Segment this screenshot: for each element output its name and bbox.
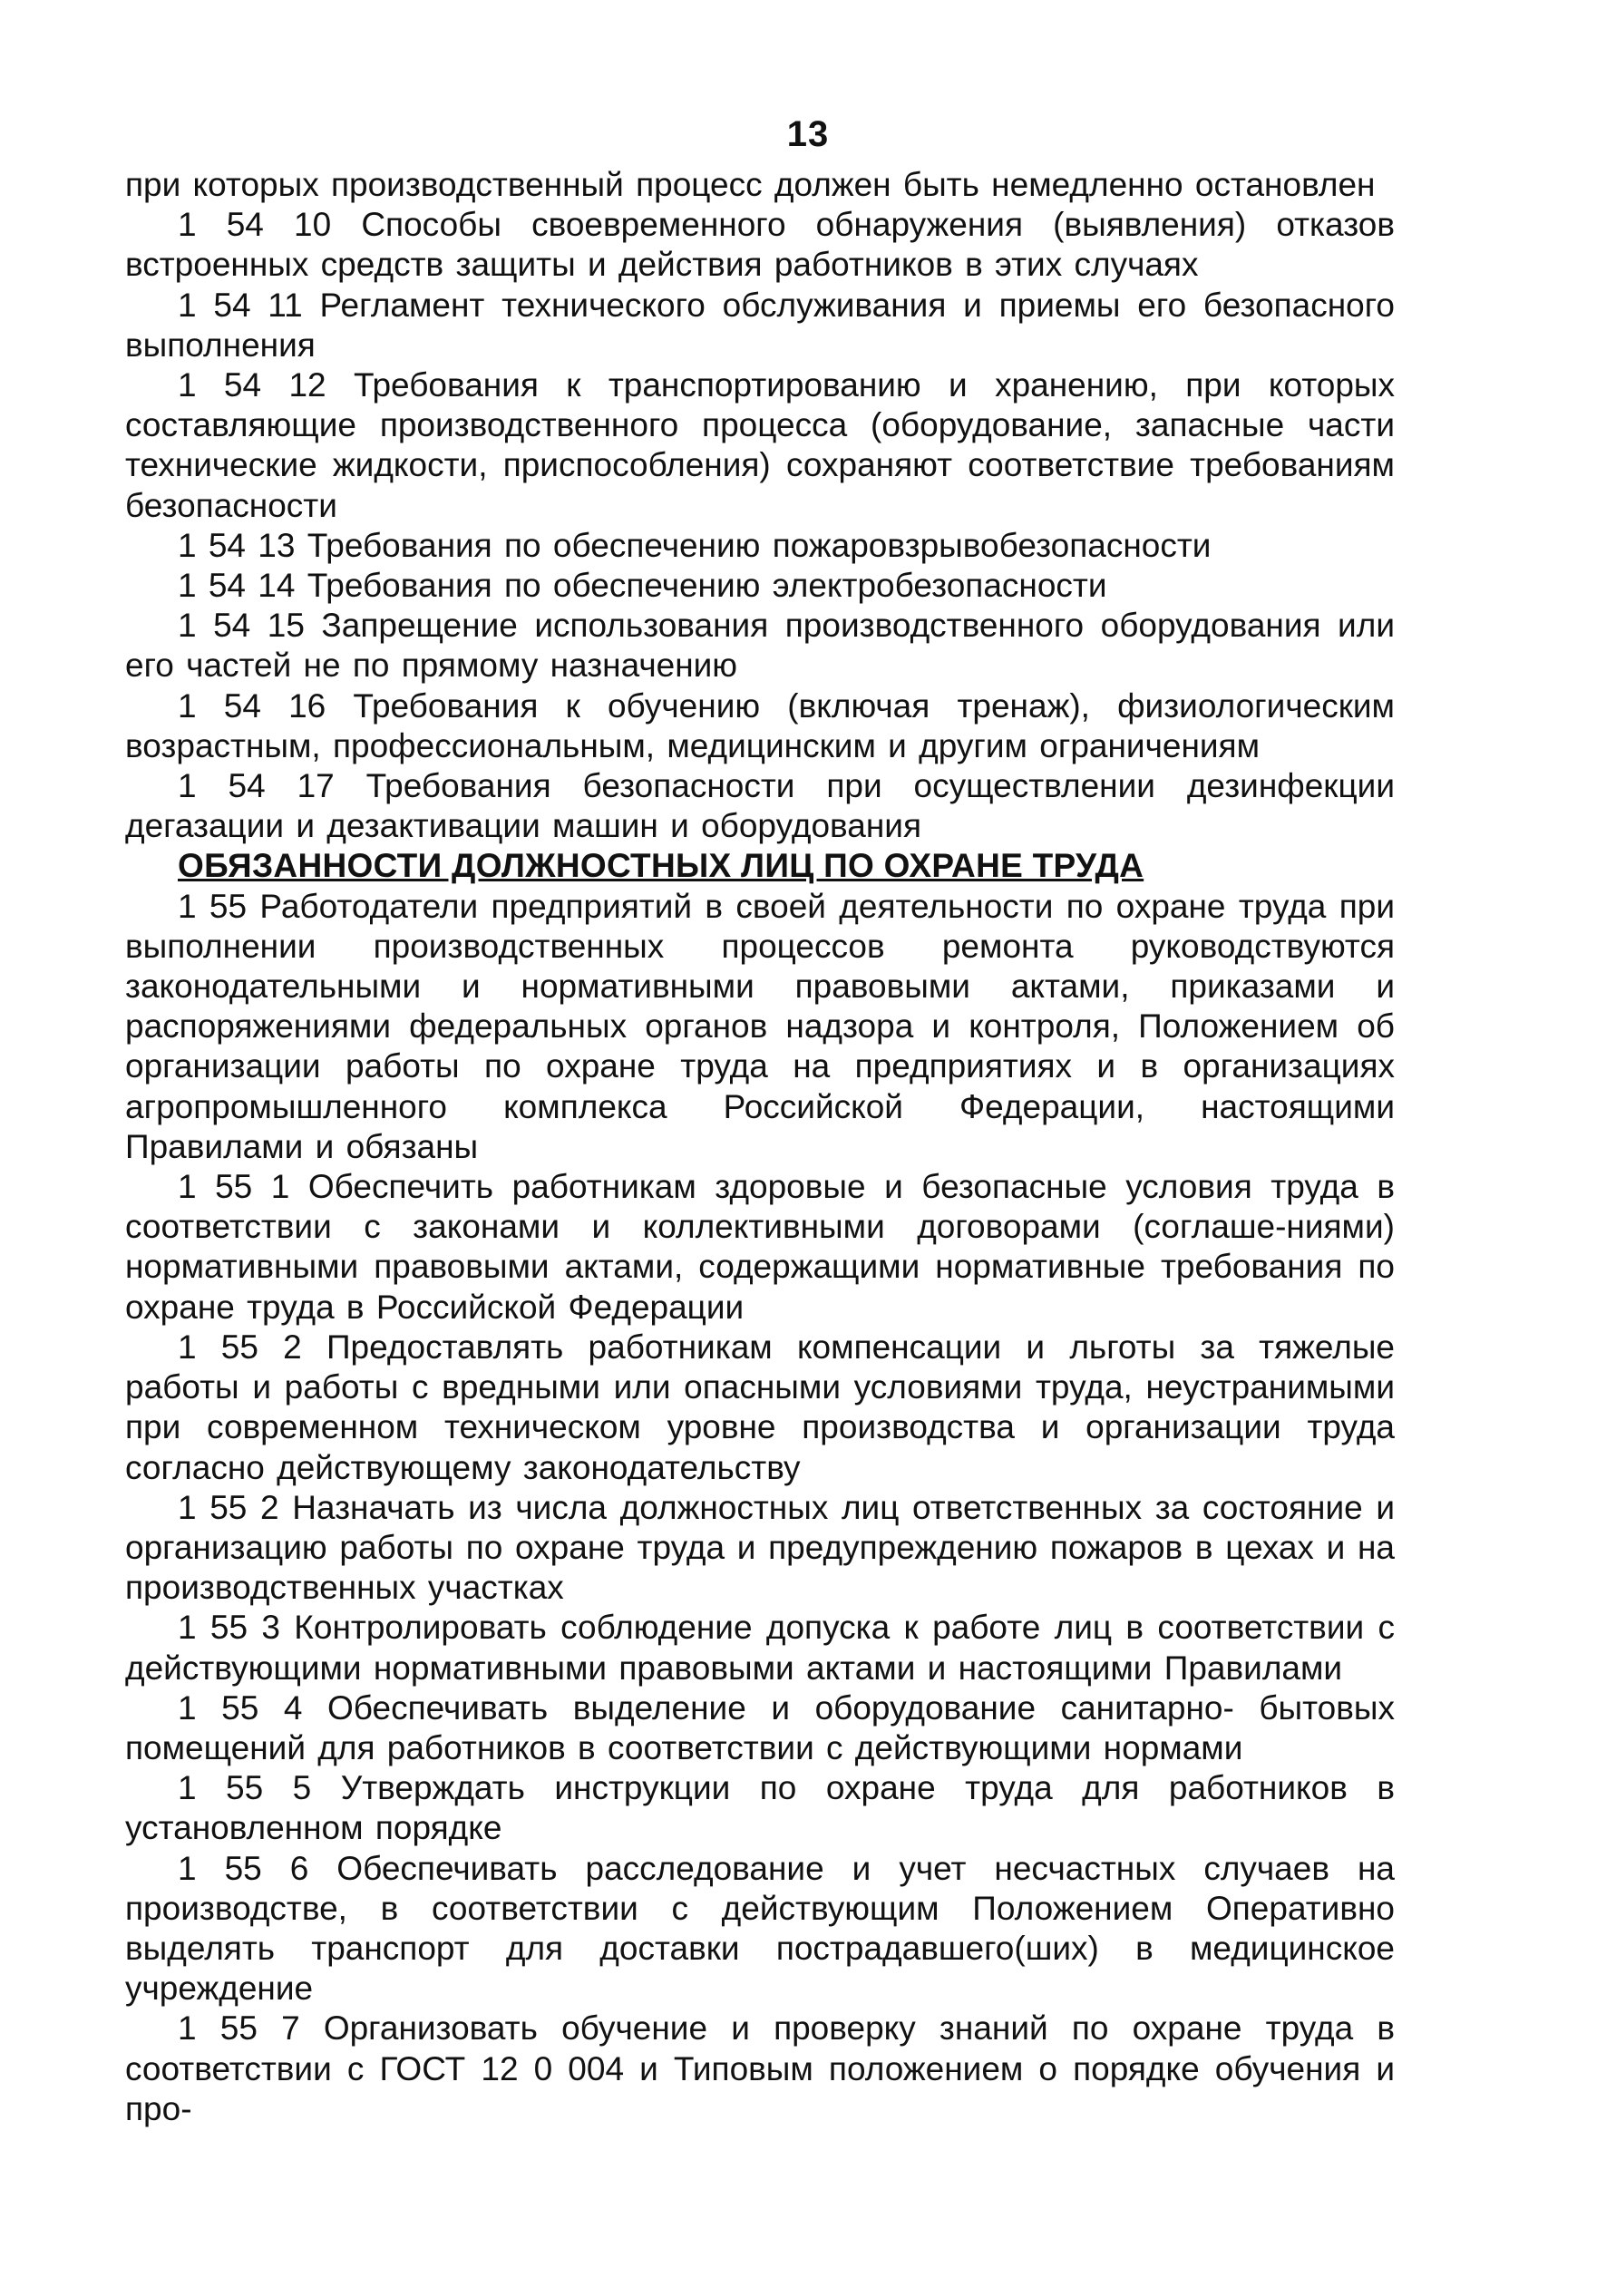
paragraph-1-55-4: 1 55 4 Обеспечивать выделение и оборудование санитарно- бытовых помещений для работников в соответствии с действующими нормами [125, 1688, 1395, 1766]
paragraph-1-55-2-appoint: 1 55 2 Назначать из числа должностных лиц ответственных за состояние и организацию работы по охране труда и предупреждению пожаров в цехах и на производственных участках [125, 1488, 1395, 1607]
document-body [125, 165, 1395, 2129]
paragraph-1-55-7: 1 55 7 Организовать обучение и проверку знаний по охране труда в соответствии с ГОСТ 12 0 004 и Типовым положением о порядке обучения и про- [125, 2009, 1395, 2127]
paragraph-1-55-3: 1 55 3 Контролировать соблюдение допуска к работе лиц в соответствии с действующими нормативными правовыми актами и настоящими Правилами [125, 1609, 1395, 1687]
paragraph-1-54-11: 1 54 11 Регламент технического обслуживания и приемы его безопасного выполнения [125, 286, 1395, 364]
paragraph-continuation: при которых производственный процесс должен быть немедленно остановлен [125, 166, 1376, 203]
paragraph-1-54-14: 1 54 14 Требования по обеспечению электробезопасности [178, 567, 1107, 605]
paragraph-1-55-2-compensation: 1 55 2 Предоставлять работникам компенсации и льготы за тяжелые работы и работы с вредными или опасными условиями труда, неустранимыми при современном техническом уровне производства и организации труда согласно действующему законодательству [125, 1328, 1395, 1486]
paragraph-1-54-17: 1 54 17 Требования безопасности при осуществлении дезинфекции дегазации и дезактивации машин и оборудования [125, 767, 1395, 845]
paragraph-1-55: 1 55 Работодатели предприятий в своей деятельности по охране труда при выполнении производственных процессов ремонта руководствуются законодательными и нормативными правовыми актами, приказами и распоряжениями федеральных органов надзора и контроля, Положением об организации работы по охране труда на предприятиях и в организациях агропромышленного комплекса Российской Федерации, настоящими Правилами и обязаны [125, 887, 1395, 1165]
page-number: 13 [786, 114, 830, 154]
paragraph-1-55-6: 1 55 6 Обеспечивать расследование и учет несчастных случаев на производстве, в соответствии с действующим Положением Оперативно выделять транспорт для доставки пострадавшего(ших) в медицинское учреждение [125, 1849, 1395, 2008]
paragraph-1-55-1: 1 55 1 Обеспечить работникам здоровые и безопасные условия труда в соответствии с законами и коллективными договорами (соглаше-ниями) нормативными правовыми актами, содержащими нормативные требования по охране труда в Российской Федерации [125, 1168, 1395, 1326]
paragraph-1-54-13: 1 54 13 Требования по обеспечению пожаровзрывобезопасности [178, 526, 1212, 564]
paragraph-1-54-16: 1 54 16 Требования к обучению (включая тренаж), физиологическим возрастным, профессиональным, медицинским и другим ограничениям [125, 686, 1395, 764]
paragraph-1-54-12: 1 54 12 Требования к транспортированию и хранению, при которых составляющие производственного процесса (оборудование, запасные части технические жидкости, приспособления) сохраняют соответствие требованиям безопасности [125, 366, 1395, 524]
paragraph-1-55-5: 1 55 5 Утверждать инструкции по охране труда для работников в установленном порядке [125, 1769, 1395, 1847]
section-heading: ОБЯЗАННОСТИ ДОЛЖНОСТНЫХ ЛИЦ ПО ОХРАНЕ ТРУДА [178, 847, 1144, 885]
paragraph-1-54-15: 1 54 15 Запрещение использования производственного оборудования или его частей не по прямому назначению [125, 607, 1395, 685]
paragraph-1-54-10: 1 54 10 Способы своевременного обнаружения (выявления) отказов встроенных средств защиты и действия работников в этих случаях [125, 206, 1395, 284]
